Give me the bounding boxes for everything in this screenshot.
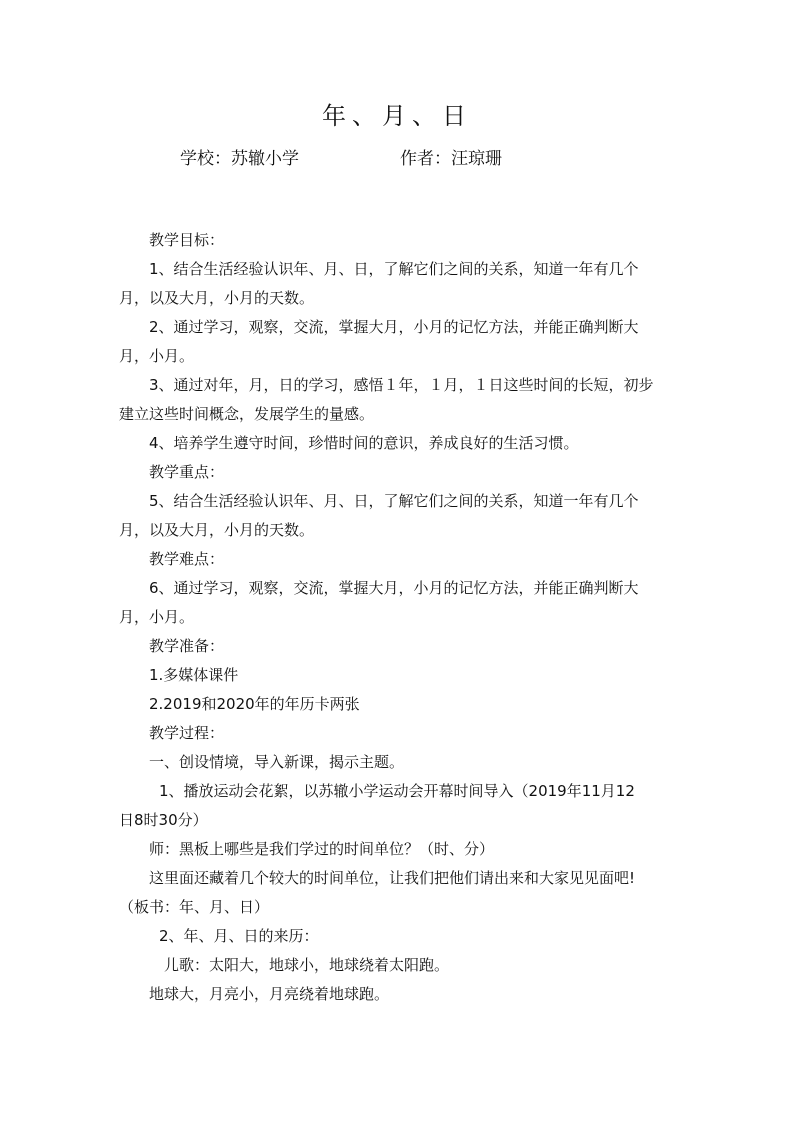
- paragraph-line: 儿歌：太阳大，地球小，地球绕着太阳跑。: [164, 956, 450, 974]
- paragraph-line: 2、通过学习，观察，交流，掌握大月，小月的记忆方法，并能正确判断大: [149, 318, 639, 336]
- paragraph-line: 2、年、月、日的来历：: [159, 927, 319, 945]
- paragraph-line: 2.2019和2020年的年历卡两张: [149, 695, 360, 713]
- paragraph-line: 1.多媒体课件: [149, 666, 239, 684]
- paragraph-line: （板书：年、月、日）: [119, 898, 270, 916]
- paragraph-line: 3、通过对年，月，日的学习，感悟１年，１月，１日这些时间的长短，初步: [149, 376, 654, 394]
- paragraph-line: 1、播放运动会花絮，以苏辙小学运动会开幕时间导入（2019年11月12: [159, 782, 635, 800]
- paragraph-line: 月，以及大月，小月的天数。: [119, 289, 315, 307]
- paragraph-line: 一、创设情境，导入新课，揭示主题。: [149, 753, 405, 771]
- document-title: 年、月、日: [322, 102, 472, 130]
- paragraph-line: 月，以及大月，小月的天数。: [119, 521, 315, 539]
- school-name: 学校：苏辙小学: [180, 149, 299, 169]
- section-heading: 教学目标：: [149, 231, 225, 249]
- section-heading: 教学过程：: [149, 724, 225, 742]
- paragraph-line: 4、培养学生遵守时间，珍惜时间的意识，养成良好的生活习惯。: [149, 434, 579, 452]
- paragraph-line: 月，小月。: [119, 347, 195, 365]
- author-name: 作者：汪琼珊: [400, 149, 502, 169]
- paragraph-line: 建立这些时间概念，发展学生的量感。: [119, 405, 375, 423]
- document-body: [119, 226, 679, 1009]
- paragraph-line: 地球大，月亮小，月亮绕着地球跑。: [149, 985, 390, 1003]
- paragraph-line: 这里面还藏着几个较大的时间单位，让我们把他们请出来和大家见见面吧!: [149, 869, 636, 887]
- paragraph-line: 月，小月。: [119, 608, 195, 626]
- paragraph-line: 6、通过学习，观察，交流，掌握大月，小月的记忆方法，并能正确判断大: [149, 579, 639, 597]
- section-heading: 教学难点：: [149, 550, 225, 568]
- paragraph-line: 日8时30分）: [119, 811, 208, 829]
- paragraph-line: 1、结合生活经验认识年、月、日，了解它们之间的关系，知道一年有几个: [149, 260, 639, 278]
- section-heading: 教学准备：: [149, 637, 225, 655]
- section-heading: 教学重点：: [149, 463, 225, 481]
- paragraph-line: 5、结合生活经验认识年、月、日，了解它们之间的关系，知道一年有几个: [149, 492, 639, 510]
- paragraph-line: 师：黑板上哪些是我们学过的时间单位？（时、分）: [149, 840, 495, 858]
